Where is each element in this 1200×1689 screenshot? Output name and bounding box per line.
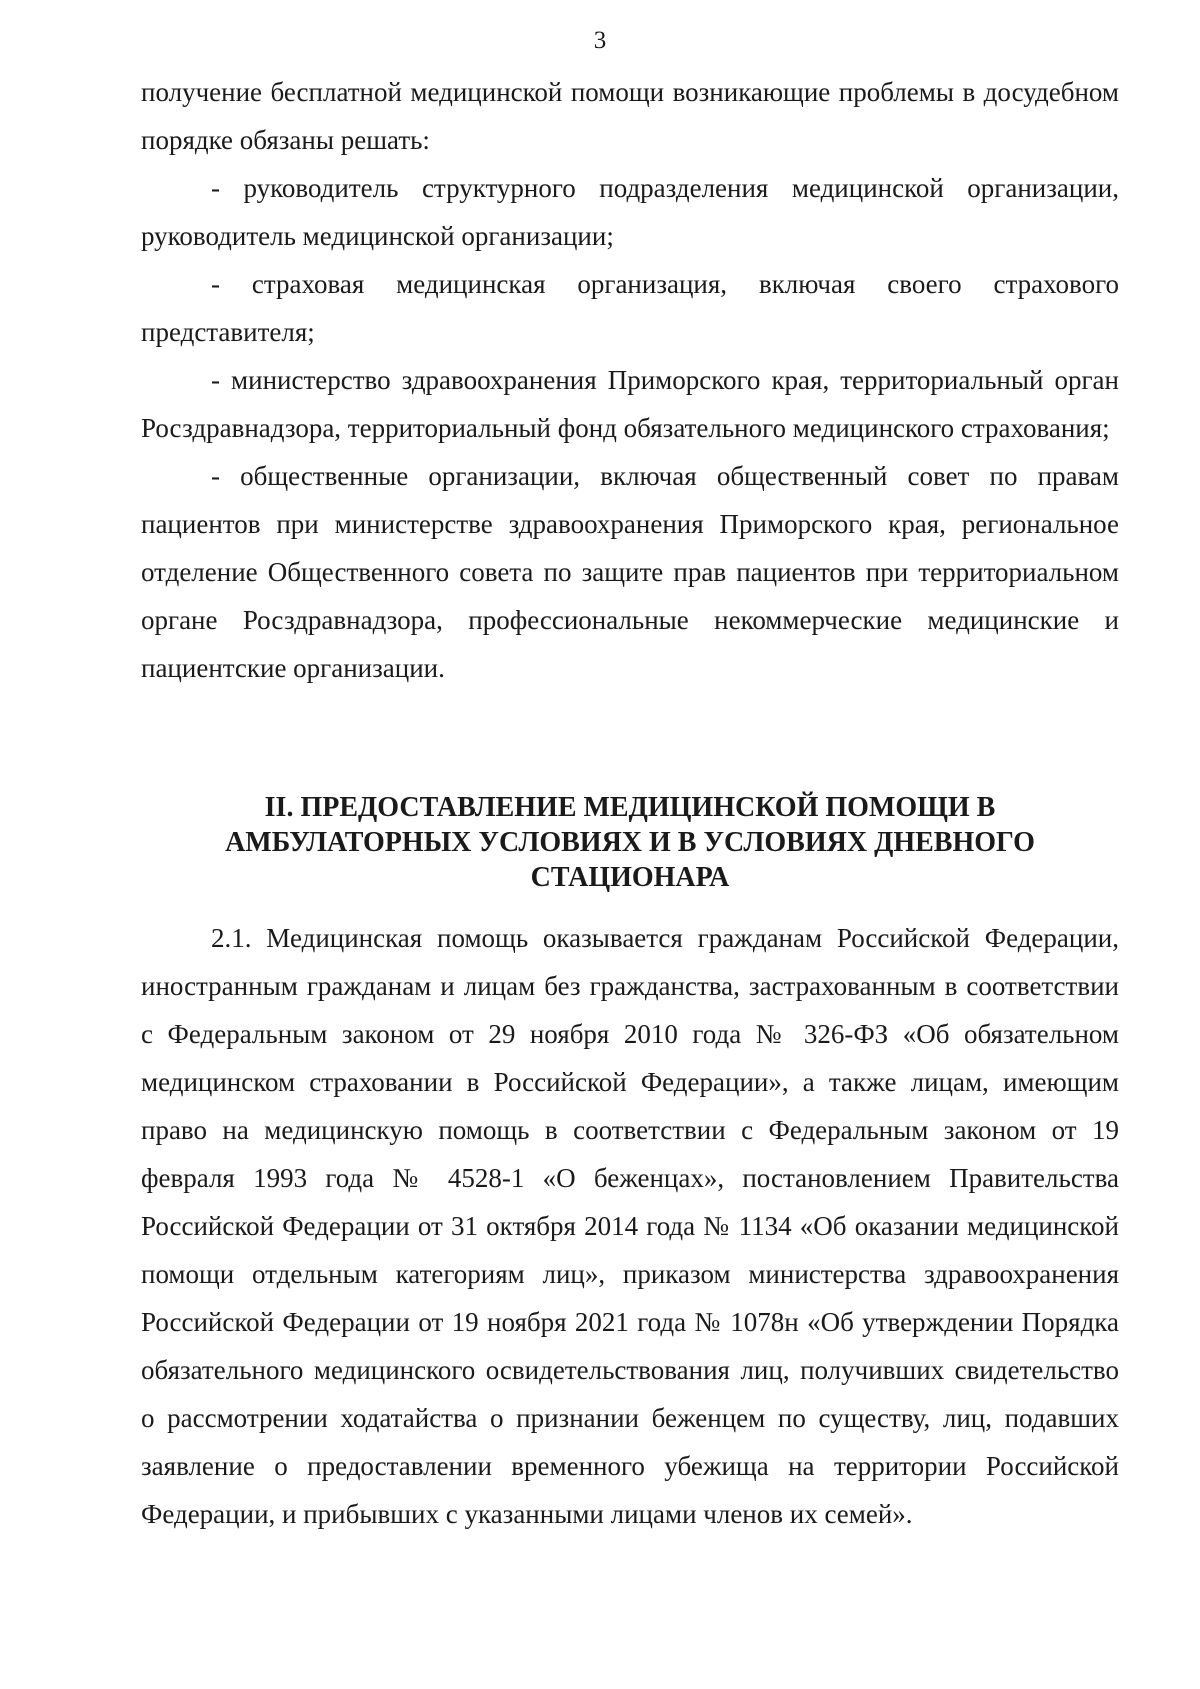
section-heading-line: АМБУЛАТОРНЫХ УСЛОВИЯХ И В УСЛОВИЯХ ДНЕВНОГО: [225, 827, 1035, 858]
clause-2-1-paragraph: 2.1. Медицинская помощь оказывается гражданам Российской Федерации, иностранным гражданам и лицам без гражданства, застрахованным в соответствии с Федеральным законом от 29 ноября 2010 года № 326-ФЗ «Об обязательном медицинском страховании в Российской Федерации», а также лицам, имеющим право на медицинскую помощь в соответствии с Федеральным законом от 19 февраля 1993 года № 4528-1 «О беженцах», постановлением Правительства Российской Федерации от 31 октября 2014 года № 1134 «Об оказании медицинской помощи отдельным категориям лиц», приказом министерства здравоохранения Российской Федерации от 19 ноября 2021 года № 1078н «Об утверждении Порядка обязательного медицинского освидетельствования лиц, получивших свидетельство о рассмотрении ходатайства о признании беженцем по существу, лиц, подавших заявление о предоставлении временного убежища на территории Российской Федерации, и прибывших с указанными лицами членов их семей».: [141, 923, 1119, 1529]
section-heading-line: СТАЦИОНАРА: [530, 862, 730, 893]
page-number: 3: [593, 27, 607, 54]
section-heading-line: II. ПРЕДОСТАВЛЕНИЕ МЕДИЦИНСКОЙ ПОМОЩИ В: [264, 792, 996, 823]
section-2-text-block: [141, 914, 1119, 1538]
section-heading: [141, 790, 1119, 895]
list-item-insurance-organization: - страховая медицинская организация, включая своего страхового представителя;: [141, 269, 1119, 347]
intro-paragraph-continuation: получение бесплатной медицинской помощи возникающие проблемы в досудебном порядке обязаны решать:: [141, 77, 1119, 155]
list-item-health-ministry: - министерство здравоохранения Приморского края, территориальный орган Росздравнадзора, территориальный фонд обязательного медицинского страхования;: [141, 365, 1119, 443]
intro-text-block: [141, 68, 1119, 692]
list-item-public-organizations: - общественные организации, включая общественный совет по правам пациентов при министерстве здравоохранения Приморского края, региональное отделение Общественного совета по защите прав пациентов при территориальном органе Росздравнадзора, профессиональные некоммерческие медицинские и пациентские организации.: [141, 461, 1119, 683]
list-item-department-head: - руководитель структурного подразделения медицинской организации, руководитель медицинской организации;: [141, 173, 1119, 251]
